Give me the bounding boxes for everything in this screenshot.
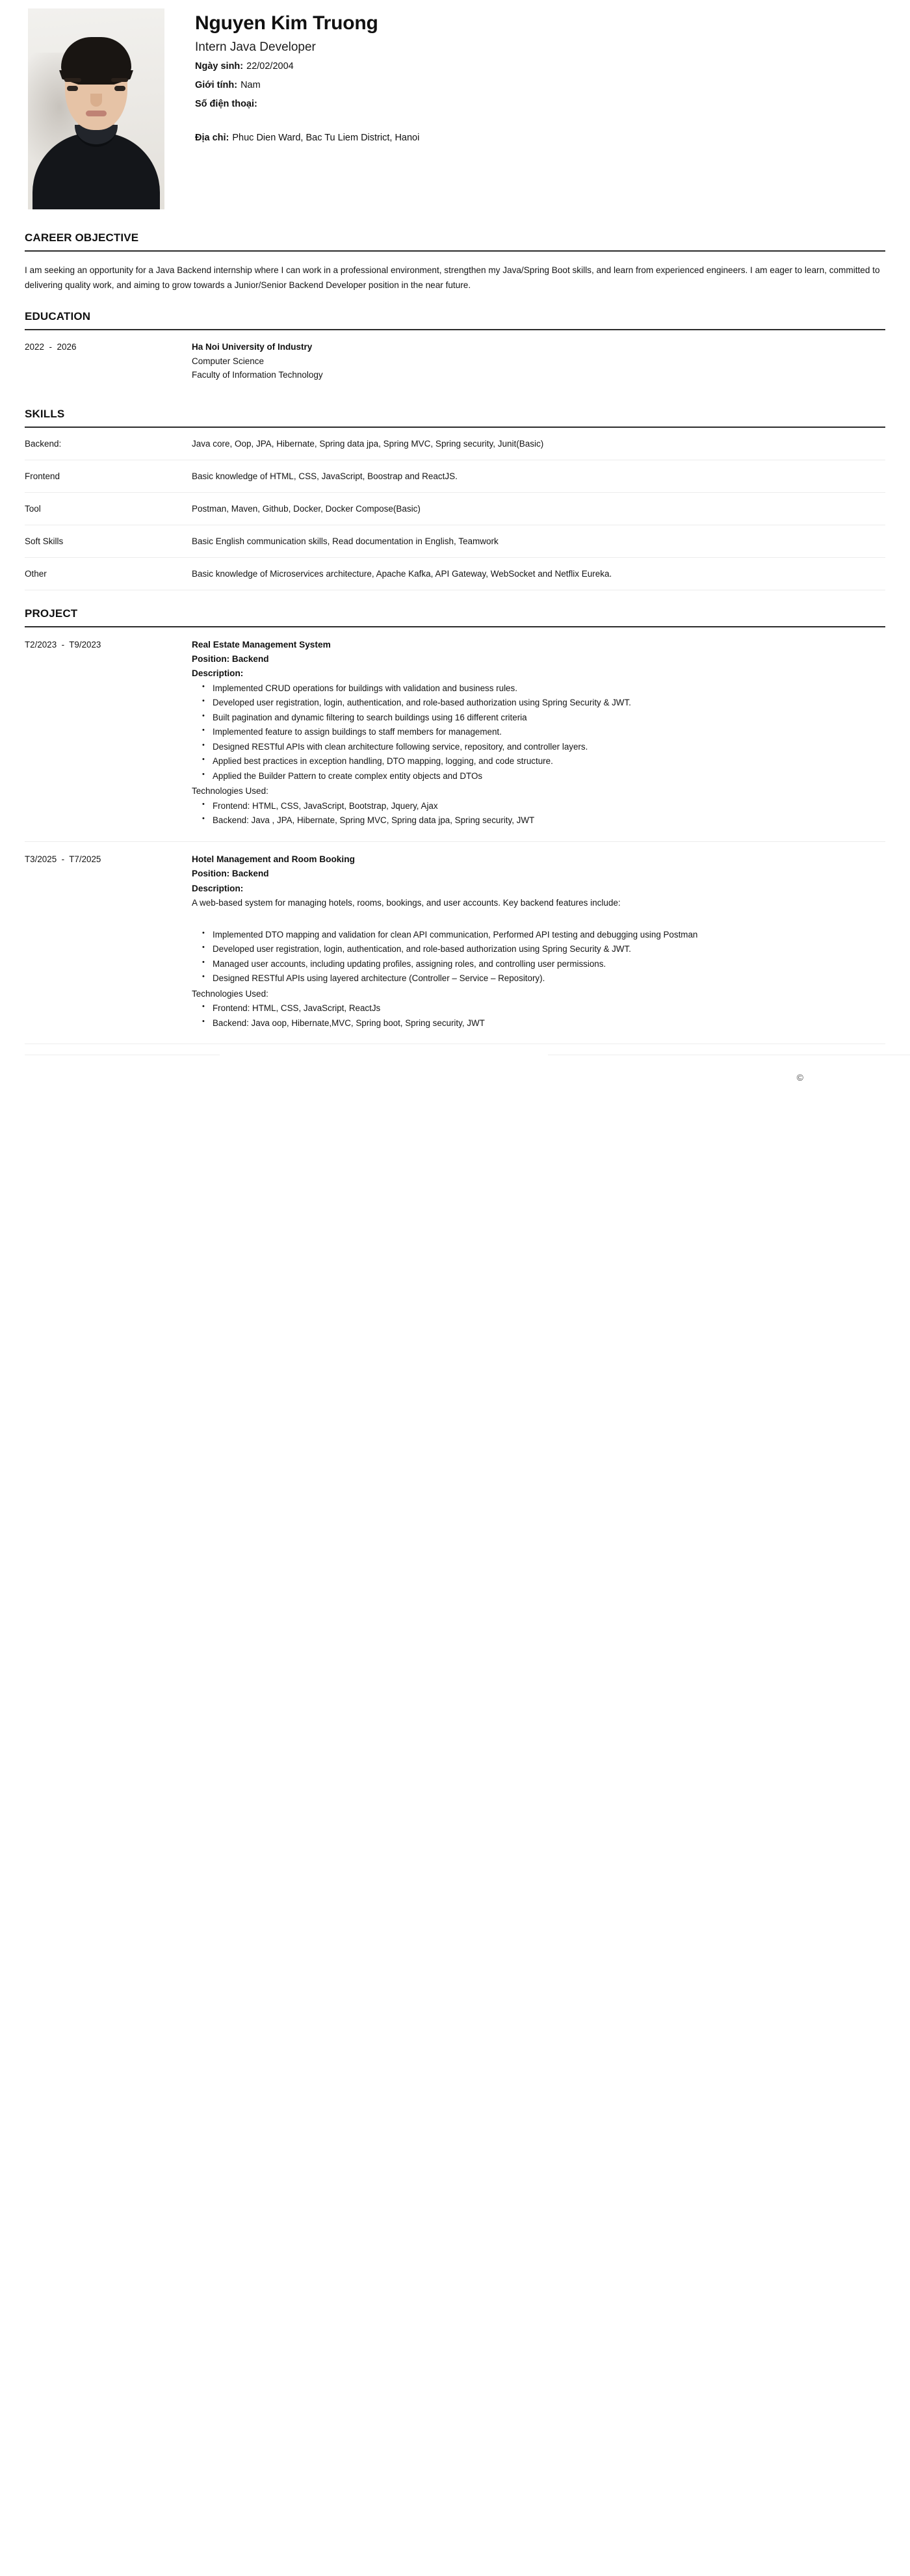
project-description-label: Description: xyxy=(192,883,244,893)
copyright-icon: © xyxy=(796,1072,803,1083)
address-label: Địa chỉ: xyxy=(195,133,229,144)
skills-table xyxy=(25,428,885,590)
skill-label: Tool xyxy=(25,504,41,514)
section-title-education: EDUCATION xyxy=(25,309,91,322)
list-item: • Developed user registration, login, authentication, and role-based authorization using Spring Security & JWT. xyxy=(202,942,852,957)
project-name: Real Estate Management System xyxy=(192,639,331,650)
career-objective-text: I am seeking an opportunity for a Java Backend internship where I can work in a professional environment, strengthen my Java/Spring Boot skills, and learn from experienced engineers. I am eager to learn, committed to delivering quality work, and aiming to grow towards a Junior/Senior Backend Developer position in the near future. xyxy=(25,265,880,291)
table-row xyxy=(25,428,885,460)
resume-footer xyxy=(25,1055,885,1100)
skill-value: Basic knowledge of HTML, CSS, JavaScript, Boostrap and ReactJS. xyxy=(192,471,458,482)
avatar xyxy=(28,8,164,209)
project-body xyxy=(192,638,885,828)
skill-value: Postman, Maven, Github, Docker, Docker Compose(Basic) xyxy=(192,504,421,514)
project-tech-label: Technologies Used: xyxy=(192,786,268,796)
skill-value: Basic English communication skills, Read documentation in English, Teamwork xyxy=(192,536,499,546)
photo-hair xyxy=(61,37,131,76)
education-school: Ha Noi University of Industry xyxy=(192,341,313,352)
birthdate-value: 22/02/2004 xyxy=(246,61,294,72)
skill-label: Soft Skills xyxy=(25,536,64,546)
detail-row-phone xyxy=(195,99,885,110)
project-intro: A web-based system for managing hotels, rooms, bookings, and user accounts. Key backend features include: xyxy=(192,898,621,908)
project-position: Position: Backend xyxy=(192,869,269,879)
project-dates: T2/2023 - T9/2023 xyxy=(25,639,101,650)
list-item: • Designed RESTful APIs with clean architecture following service, repository, and controller layers. xyxy=(202,740,852,755)
list-item: • Frontend: HTML, CSS, JavaScript, Bootstrap, Jquery, Ajax xyxy=(202,799,852,814)
table-row xyxy=(25,460,885,493)
skill-label: Backend: xyxy=(25,439,62,449)
list-item: • Implemented DTO mapping and validation for clean API communication, Performed API testing and debugging using Postman xyxy=(202,928,852,943)
list-item: • Implemented CRUD operations for buildings with validation and business rules. xyxy=(202,681,852,696)
project-name: Hotel Management and Room Booking xyxy=(192,854,355,864)
list-item: • Built pagination and dynamic filtering to search buildings using 16 different criteria xyxy=(202,711,852,726)
birthdate-label: Ngày sinh: xyxy=(195,61,244,72)
gender-value: Nam xyxy=(240,80,261,91)
photo-brow-left xyxy=(64,78,81,82)
education-major: Computer Science xyxy=(192,356,265,366)
list-item: • Developed user registration, login, authentication, and role-based authorization using Spring Security & JWT. xyxy=(202,696,852,711)
project-entry xyxy=(25,842,885,1044)
list-item: • Designed RESTful APIs using layered architecture (Controller – Service – Repository). xyxy=(202,971,852,986)
job-title: Intern Java Developer xyxy=(195,40,316,54)
portrait-photo-icon xyxy=(28,8,164,209)
list-item: • Backend: Java oop, Hibernate,MVC, Spring boot, Spring security, JWT xyxy=(202,1016,852,1031)
table-row xyxy=(25,557,885,590)
section-skills xyxy=(25,408,885,590)
project-description-label: Description: xyxy=(192,668,244,679)
address-value: Phuc Dien Ward, Bac Tu Liem District, Hanoi xyxy=(232,133,420,144)
resume-header xyxy=(25,0,885,215)
education-dates: 2022 - 2026 xyxy=(25,341,77,352)
table-row xyxy=(25,493,885,525)
section-project xyxy=(25,607,885,1045)
section-title-project: PROJECT xyxy=(25,607,78,620)
skill-value: Java core, Oop, JPA, Hibernate, Spring data jpa, Spring MVC, Spring security, Junit(Basic) xyxy=(192,439,544,449)
section-title-skills: SKILLS xyxy=(25,408,65,421)
education-faculty: Faculty of Information Technology xyxy=(192,370,323,380)
gender-label: Giới tính: xyxy=(195,80,238,91)
list-item: • Implemented feature to assign buildings to staff members for management. xyxy=(202,725,852,740)
section-education xyxy=(25,310,885,391)
list-item: • Frontend: HTML, CSS, JavaScript, ReactJs xyxy=(202,1001,852,1016)
photo-eye-right xyxy=(114,86,125,91)
page-title: Nguyen Kim Truong xyxy=(195,12,378,34)
project-spacer xyxy=(192,911,859,928)
project-position: Position: Backend xyxy=(192,654,269,664)
photo-nose xyxy=(90,94,102,107)
education-detail xyxy=(192,340,885,383)
header-info xyxy=(164,8,885,143)
photo-brow-right xyxy=(111,78,128,82)
section-title-career-objective: CAREER OBJECTIVE xyxy=(25,231,139,244)
photo-eye-left xyxy=(67,86,78,91)
project-dates: T3/2025 - T7/2025 xyxy=(25,854,101,864)
project-tech-list xyxy=(192,799,859,828)
list-item: • Backend: Java , JPA, Hibernate, Spring MVC, Spring data jpa, Spring security, JWT xyxy=(202,813,852,828)
resume-sheet xyxy=(0,0,910,1100)
section-body-career-objective xyxy=(25,252,885,293)
skill-value: Basic knowledge of Microservices architecture, Apache Kafka, API Gateway, WebSocket and Netflix Eureka. xyxy=(192,568,612,579)
project-bullets xyxy=(192,928,859,986)
skill-label: Other xyxy=(25,568,47,579)
project-tech-list xyxy=(192,1001,859,1031)
section-career-objective xyxy=(25,231,885,293)
project-bullets xyxy=(192,681,859,784)
phone-label: Số điện thoại: xyxy=(195,99,257,110)
education-entry xyxy=(25,330,885,391)
list-item: • Applied best practices in exception handling, DTO mapping, logging, and code structure. xyxy=(202,754,852,769)
project-body xyxy=(192,852,885,1031)
project-tech-label: Technologies Used: xyxy=(192,988,268,999)
detail-row-birthdate xyxy=(195,62,885,72)
skill-label: Frontend xyxy=(25,471,60,482)
photo-mouth xyxy=(86,111,107,116)
detail-row-address xyxy=(195,133,885,143)
list-item: • Managed user accounts, including updating profiles, assigning roles, and controlling user permissions. xyxy=(202,957,852,972)
detail-row-gender xyxy=(195,81,885,91)
project-entry xyxy=(25,627,885,842)
list-item: • Applied the Builder Pattern to create complex entity objects and DTOs xyxy=(202,769,852,784)
table-row xyxy=(25,525,885,557)
section-body-education xyxy=(25,330,885,391)
